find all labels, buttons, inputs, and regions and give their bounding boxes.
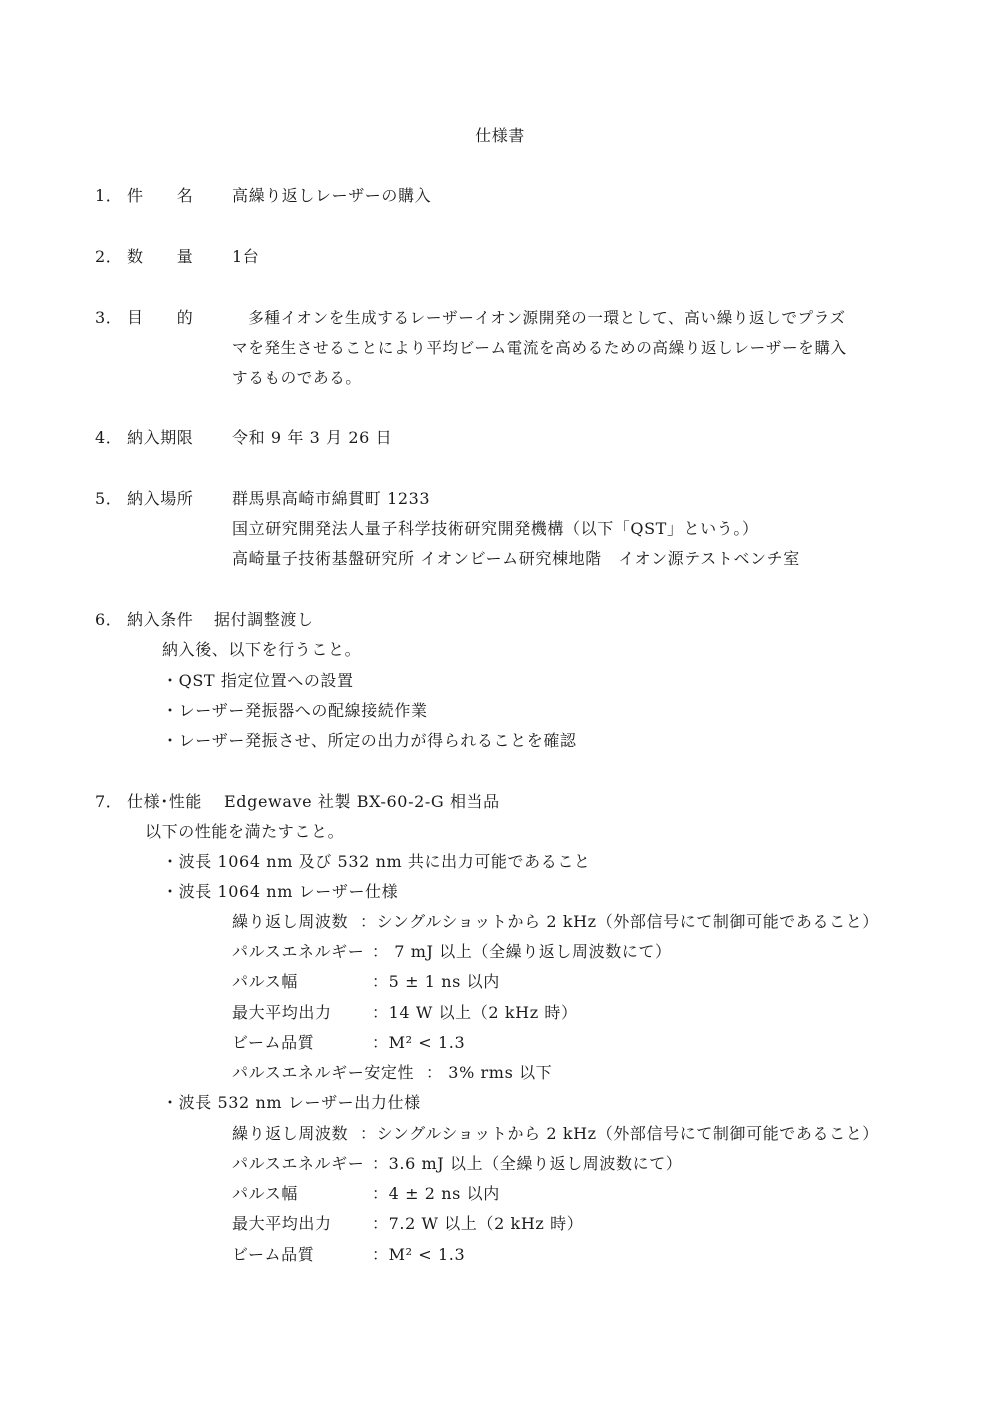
list-item: ・波長 1064 nm レーザー仕様 bbox=[162, 882, 399, 901]
spec-value: ：シングルショットから 2 kHz（外部信号にて制御可能であること） bbox=[360, 912, 879, 931]
section-1-value: 高繰り返しレーザーの購入 bbox=[232, 186, 432, 205]
spec-label: パルスエネルギー bbox=[232, 942, 365, 961]
spec-value: ： 3% rms 以下 bbox=[426, 1063, 553, 1082]
section-1-label: 件 名 bbox=[127, 186, 194, 205]
spec-label: パルス幅 bbox=[232, 1184, 298, 1203]
spec-label: 最大平均出力 bbox=[232, 1214, 332, 1233]
section-5-number: 5． bbox=[95, 489, 123, 508]
spec-value: ：7.2 W 以上（2 kHz 時） bbox=[372, 1214, 584, 1233]
spec-value: ：14 W 以上（2 kHz 時） bbox=[372, 1003, 578, 1022]
spec-label: パルス幅 bbox=[232, 972, 298, 991]
spec-label: 繰り返し周波数 bbox=[232, 1124, 349, 1143]
spec-label: ビーム品質 bbox=[232, 1033, 315, 1052]
section-2-number: 2． bbox=[95, 247, 123, 266]
section-6-number: 6． bbox=[95, 610, 123, 629]
delivery-organization: 国立研究開発法人量子科学技術研究開発機構（以下「QST」という。） bbox=[232, 519, 759, 538]
page-title: 仕様書 bbox=[475, 126, 525, 145]
spec-value: ：4 ± 2 ns 以内 bbox=[372, 1184, 500, 1203]
delivery-address: 群馬県高崎市綿貫町 1233 bbox=[232, 489, 431, 508]
section-4-number: 4． bbox=[95, 428, 123, 447]
section-7-value: Edgewave 社製 BX-60-2-G 相当品 bbox=[224, 792, 500, 811]
section-4-label: 納入期限 bbox=[127, 428, 194, 447]
section-3-line: マを発生させることにより平均ビーム電流を高めるための高繰り返しレーザーを購入 bbox=[232, 339, 847, 357]
list-item: ・レーザー発振器への配線接続作業 bbox=[162, 701, 428, 720]
section-3-number: 3． bbox=[95, 308, 123, 327]
list-item: ・波長 1064 nm 及び 532 nm 共に出力可能であること bbox=[162, 852, 591, 871]
section-2-label: 数 量 bbox=[127, 247, 194, 266]
section-6-label: 納入条件 bbox=[127, 610, 194, 629]
section-1-number: 1． bbox=[95, 186, 123, 205]
spec-label: 最大平均出力 bbox=[232, 1003, 332, 1022]
section-3-label: 目 的 bbox=[127, 308, 194, 327]
spec-label: 繰り返し周波数 bbox=[232, 912, 349, 931]
spec-value: ：3.6 mJ 以上（全繰り返し周波数にて） bbox=[372, 1154, 683, 1173]
spec-value: ：M² < 1.3 bbox=[372, 1033, 466, 1052]
spec-value: ：M² < 1.3 bbox=[372, 1245, 466, 1264]
delivery-room: 高崎量子技術基盤研究所 イオンビーム研究棟地階 イオン源テストベンチ室 bbox=[232, 549, 800, 568]
section-6-intro: 納入後、以下を行うこと。 bbox=[162, 640, 362, 659]
spec-label: パルスエネルギー bbox=[232, 1154, 365, 1173]
section-3-line: 多種イオンを生成するレーザーイオン源開発の一環として、高い繰り返しでプラズ bbox=[232, 309, 846, 327]
spec-value: ：シングルショットから 2 kHz（外部信号にて制御可能であること） bbox=[360, 1124, 879, 1143]
section-7-intro: 以下の性能を満たすこと。 bbox=[145, 822, 345, 841]
section-2-value: 1台 bbox=[232, 247, 260, 266]
section-6-value: 据付調整渡し bbox=[214, 610, 314, 629]
section-5-label: 納入場所 bbox=[127, 489, 194, 508]
list-item: ・QST 指定位置への設置 bbox=[162, 671, 354, 690]
list-item: ・波長 532 nm レーザー出力仕様 bbox=[162, 1093, 421, 1112]
spec-label: ビーム品質 bbox=[232, 1245, 315, 1264]
list-item: ・レーザー発振させ、所定の出力が得られることを確認 bbox=[162, 731, 577, 750]
section-3-line: するものである。 bbox=[232, 369, 362, 387]
spec-label: パルスエネルギー安定性 bbox=[232, 1063, 415, 1082]
section-4-value: 令和 9 年 3 月 26 日 bbox=[232, 428, 393, 447]
section-7-number: 7． bbox=[95, 792, 123, 811]
section-7-label: 仕様･性能 bbox=[127, 792, 203, 811]
spec-value: ： 7 mJ 以上（全繰り返し周波数にて） bbox=[372, 942, 672, 961]
spec-value: ：5 ± 1 ns 以内 bbox=[372, 972, 500, 991]
